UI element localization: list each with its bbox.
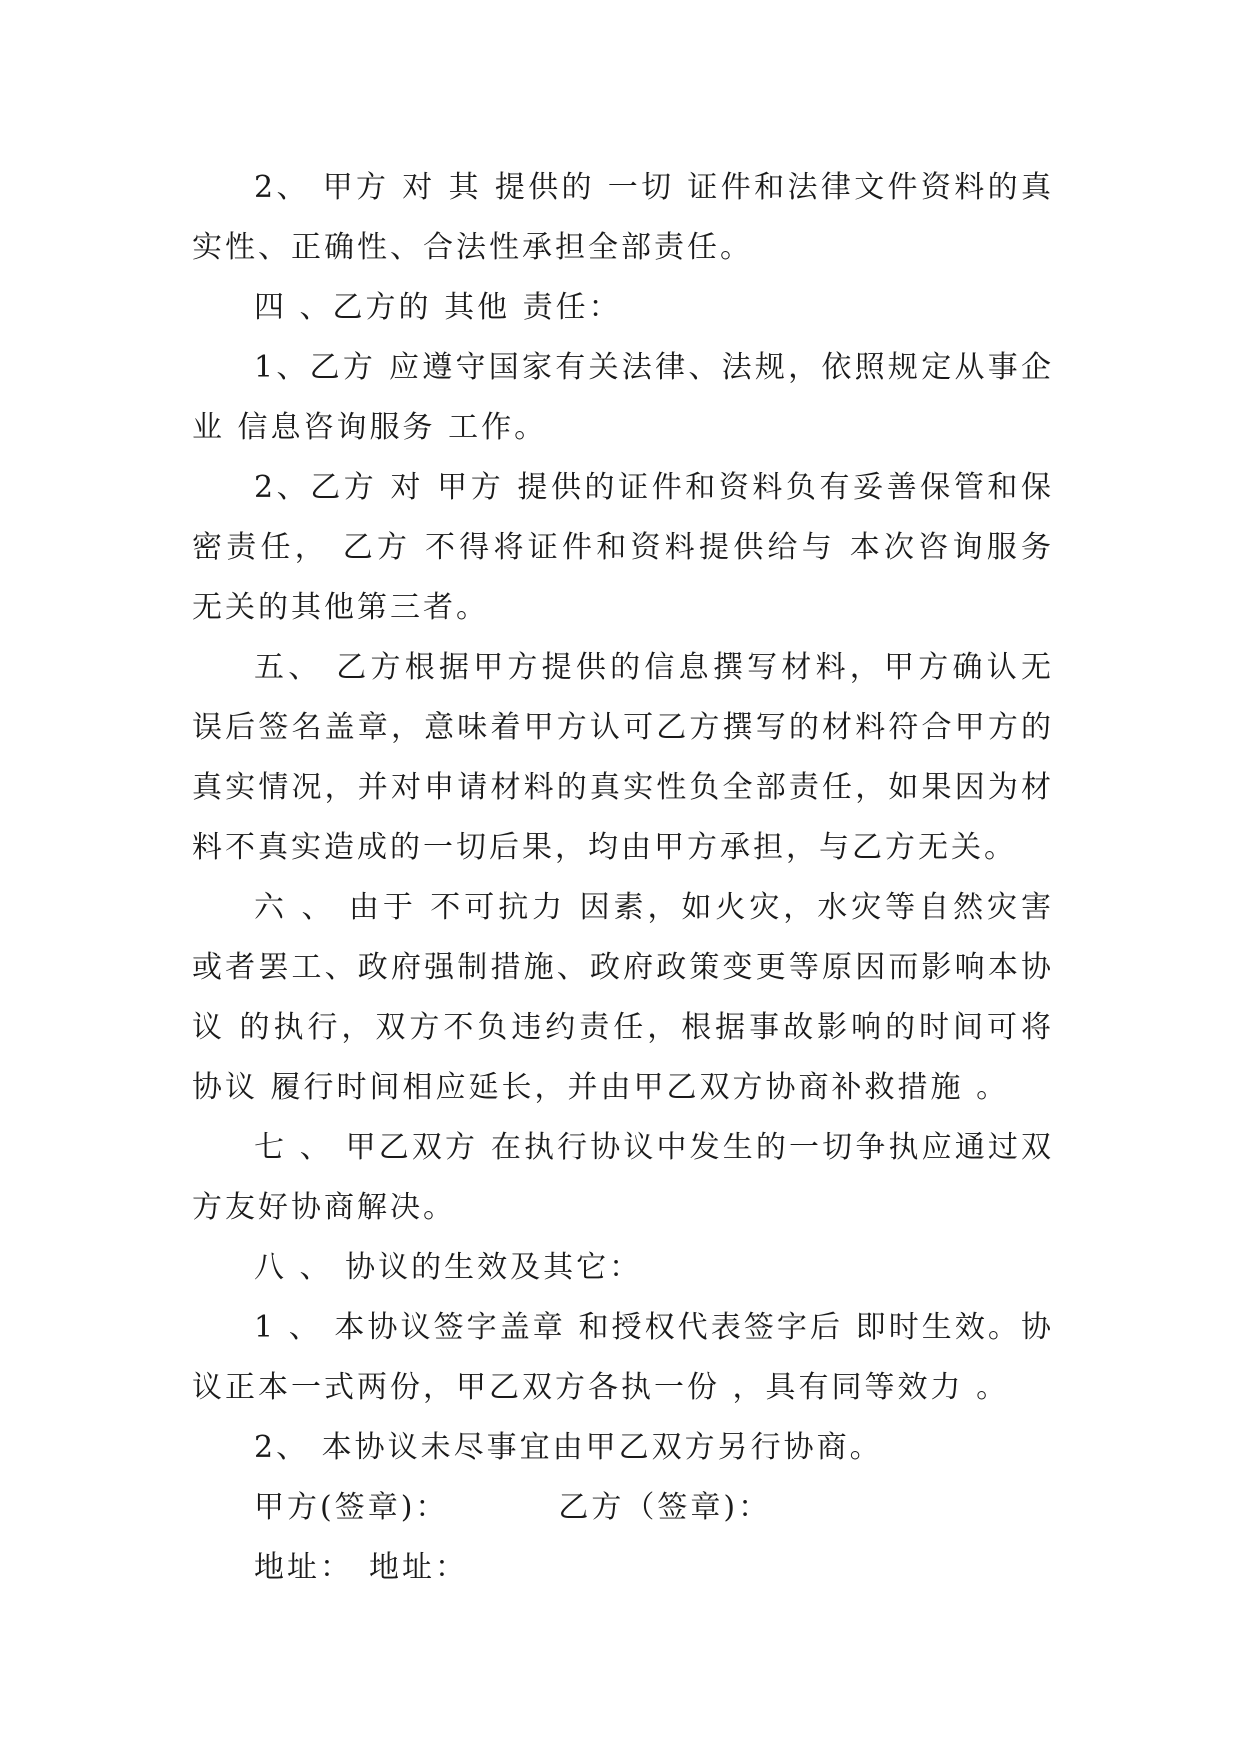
party-b-signature-label: 乙方（签章)： xyxy=(558,1490,772,1525)
party-b-address-label: 地址： xyxy=(369,1550,468,1585)
signature-line xyxy=(192,1478,1054,1538)
section-8-heading: 八 、 协议的生效及其它： xyxy=(254,1250,643,1285)
address-line xyxy=(192,1538,1054,1598)
section-6: 六 、 由于 不可抗力 因素，如火灾，水灾等自然灾害或者罢工、政府强制措施、政府政策变更等原因而影响本协议 的执行，双方不负违约责任，根据事故影响的时间可将 协议 履行时间相应延长，并由甲乙双方协商补救措施 。 xyxy=(192,890,1067,1105)
section-7: 七 、 甲乙双方 在执行协议中发生的一切争执应通过双方友好协商解决。 xyxy=(192,1130,1054,1225)
clause-4-2: 2、乙方 对 甲方 提供的证件和资料负有妥善保管和保密责任， 乙方 不得将证件和资料提供给与 本次咨询服务无关的其他第三者。 xyxy=(192,470,1054,625)
party-a-signature-label: 甲方(签章)： xyxy=(254,1490,449,1525)
clause-8-2: 2、 本协议未尽事宜由甲乙双方另行协商。 xyxy=(254,1430,883,1465)
clause-8-1: 1 、 本协议签字盖章 和授权代表签字后 即时生效。协议正本一式两份，甲乙双方各执一份 ，具有同等效力 。 xyxy=(192,1310,1054,1405)
section-4-heading: 四 、乙方的 其他 责任： xyxy=(254,290,622,325)
section-5: 五、 乙方根据甲方提供的信息撰写材料，甲方确认无误后签名盖章，意味着甲方认可乙方撰写的材料符合甲方的真实情况，并对申请材料的真实性负全部责任，如果因为材料不真实造成的一切后果，均由甲方承担，与乙方无关。 xyxy=(192,650,1054,865)
clause-3-2: 2、 甲方 对 其 提供的 一切 证件和法律文件资料的真实性、正确性、合法性承担全部责任。 xyxy=(192,170,1054,265)
clause-4-1: 1、乙方 应遵守国家有关法律、法规，依照规定从事企业 信息咨询服务 工作。 xyxy=(192,350,1054,445)
party-a-address-label: 地址： xyxy=(254,1550,353,1585)
document-body xyxy=(192,158,1067,1598)
